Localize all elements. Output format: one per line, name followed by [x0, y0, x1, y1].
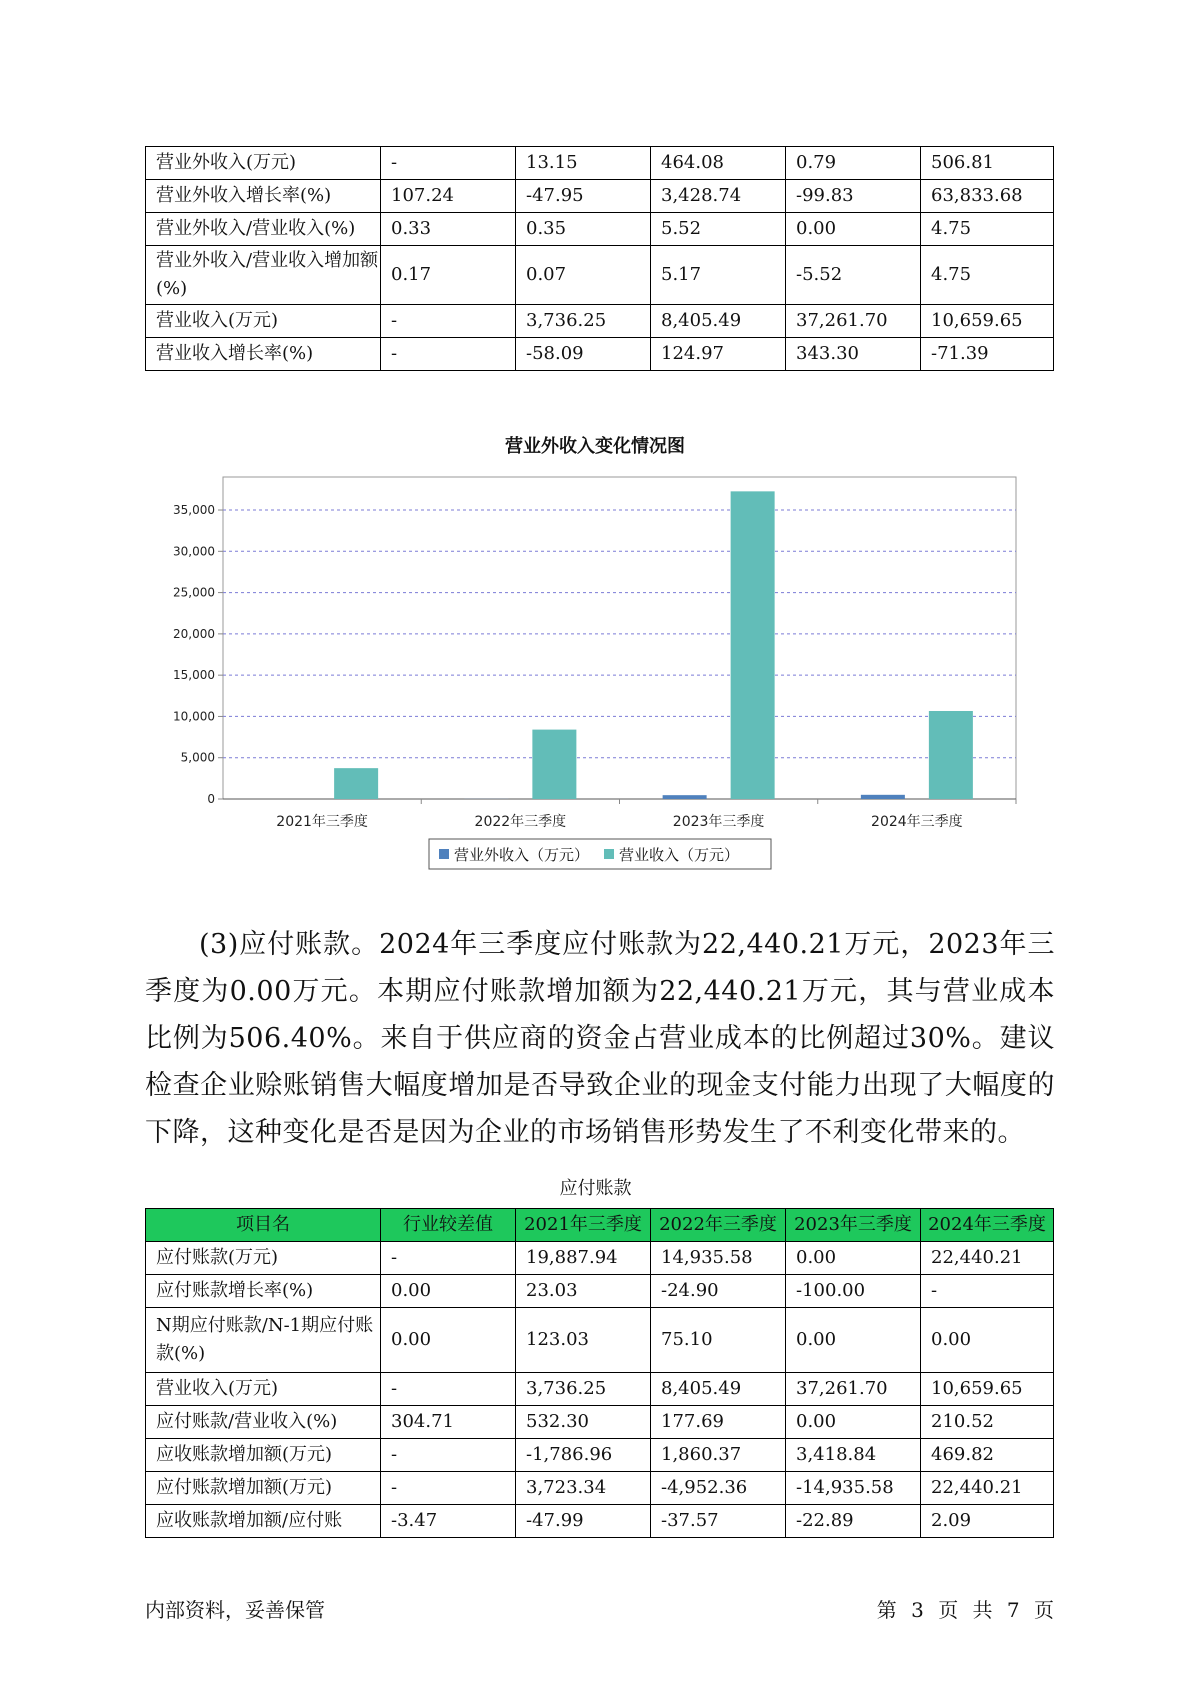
table-cell: -22.89 — [786, 1505, 921, 1538]
bar-non-operating-income — [861, 795, 905, 799]
column-header: 2023年三季度 — [786, 1209, 921, 1242]
table-cell: - — [921, 1275, 1054, 1308]
table-cell: 0.00 — [381, 1275, 516, 1308]
table-cell: 75.10 — [651, 1308, 786, 1373]
legend-label: 营业外收入（万元） — [454, 846, 590, 864]
table-cell: 532.30 — [516, 1406, 651, 1439]
table-cell: 343.30 — [786, 338, 921, 371]
income-bar-chart — [145, 432, 1045, 882]
table-cell: 3,723.34 — [516, 1472, 651, 1505]
bar-non-operating-income — [663, 795, 707, 799]
table-row — [146, 213, 1054, 246]
payables-analysis-paragraph: (3)应付账款。2024年三季度应付账款为22,440.21万元，2023年三季度为0.00万元。本期应付账款增加额为22,440.21万元，其与营业成本比例为506.40%。来自于供应商的资金占营业成本的比例超过30%。建议检查企业赊账销售大幅度增加是否导致企业的现金支付能力出现了大幅度的下降，这种变化是否是因为企业的市场销售形势发生了不利变化带来的。 — [145, 929, 1055, 1148]
table-cell: 14,935.58 — [651, 1242, 786, 1275]
table-cell: 营业外收入(万元) — [146, 147, 381, 180]
table-cell: 0.07 — [516, 246, 651, 305]
table-cell: 应付账款增加额(万元) — [146, 1472, 381, 1505]
table-cell: 应付账款增长率(%) — [146, 1275, 381, 1308]
table-cell: 23.03 — [516, 1275, 651, 1308]
table-cell: 2.09 — [921, 1505, 1054, 1538]
table-cell: 1,860.37 — [651, 1439, 786, 1472]
table-cell: 0.00 — [381, 1308, 516, 1373]
table-cell: 10,659.65 — [921, 1373, 1054, 1406]
table-cell: 4.75 — [921, 246, 1054, 305]
table-cell: 3,736.25 — [516, 305, 651, 338]
legend-swatch — [439, 849, 449, 859]
table-row — [146, 1439, 1054, 1472]
y-axis-ticks — [173, 503, 223, 806]
table-cell: -1,786.96 — [516, 1439, 651, 1472]
table-cell: -14,935.58 — [786, 1472, 921, 1505]
y-tick-label: 25,000 — [173, 585, 215, 600]
table-cell: 应付账款(万元) — [146, 1242, 381, 1275]
bar-operating-revenue — [731, 491, 775, 799]
table-cell: 营业收入(万元) — [146, 1373, 381, 1406]
table-cell: -4,952.36 — [651, 1472, 786, 1505]
table-cell: 63,833.68 — [921, 180, 1054, 213]
table-cell: -99.83 — [786, 180, 921, 213]
table-cell: 应收账款增加额/应付账 — [146, 1505, 381, 1538]
table-cell: 37,261.70 — [786, 305, 921, 338]
legend — [429, 839, 771, 869]
table-cell: -71.39 — [921, 338, 1054, 371]
x-tick-label: 2022年三季度 — [474, 814, 567, 830]
legend-label: 营业收入（万元） — [619, 846, 740, 864]
y-tick-label: 30,000 — [173, 544, 215, 559]
table-cell: 0.33 — [381, 213, 516, 246]
table-row — [146, 180, 1054, 213]
table-cell: -58.09 — [516, 338, 651, 371]
table-cell: N期应付账款/N-1期应付账款(%) — [146, 1308, 381, 1373]
table-cell: 22,440.21 — [921, 1472, 1054, 1505]
bar-operating-revenue — [532, 730, 576, 799]
table-row — [146, 1308, 1054, 1373]
table-cell: 464.08 — [651, 147, 786, 180]
table-header-row — [146, 1209, 1054, 1242]
column-header: 2024年三季度 — [921, 1209, 1054, 1242]
table-cell: 0.17 — [381, 246, 516, 305]
table-cell: 304.71 — [381, 1406, 516, 1439]
table-cell: 营业外收入/营业收入增加额(%) — [146, 246, 381, 305]
table-cell: 123.03 — [516, 1308, 651, 1373]
table-cell: -47.95 — [516, 180, 651, 213]
table-row — [146, 1505, 1054, 1538]
bar-operating-revenue — [334, 768, 378, 799]
table-row — [146, 1275, 1054, 1308]
table-cell: 0.79 — [786, 147, 921, 180]
column-header: 项目名 — [146, 1209, 381, 1242]
table-cell: 3,428.74 — [651, 180, 786, 213]
table-cell: 177.69 — [651, 1406, 786, 1439]
table-row — [146, 305, 1054, 338]
x-axis-ticks — [276, 799, 1016, 830]
footer-page-number: 第 3 页 共 7 页 — [876, 1598, 1054, 1622]
table-row — [146, 1242, 1054, 1275]
table-cell: 应付账款/营业收入(%) — [146, 1406, 381, 1439]
y-tick-label: 10,000 — [173, 709, 215, 724]
table-cell: -100.00 — [786, 1275, 921, 1308]
table-cell: - — [381, 1472, 516, 1505]
table-cell: - — [381, 305, 516, 338]
table-cell: 22,440.21 — [921, 1242, 1054, 1275]
table-row — [146, 246, 1054, 305]
chart-title: 营业外收入变化情况图 — [505, 436, 685, 457]
table-cell: 107.24 — [381, 180, 516, 213]
table-cell: -24.90 — [651, 1275, 786, 1308]
table-cell: 0.00 — [786, 1406, 921, 1439]
table-cell: 营业收入(万元) — [146, 305, 381, 338]
x-tick-label: 2021年三季度 — [276, 814, 368, 830]
table-cell: 应收账款增加额(万元) — [146, 1439, 381, 1472]
table-cell: 4.75 — [921, 213, 1054, 246]
table-cell: 37,261.70 — [786, 1373, 921, 1406]
table-cell: 469.82 — [921, 1439, 1054, 1472]
table-cell: 0.00 — [786, 1308, 921, 1373]
y-tick-label: 35,000 — [173, 503, 215, 518]
table-cell: -3.47 — [381, 1505, 516, 1538]
table-cell: 5.17 — [651, 246, 786, 305]
table-cell: 3,418.84 — [786, 1439, 921, 1472]
table-cell: 营业收入增长率(%) — [146, 338, 381, 371]
table-cell: 506.81 — [921, 147, 1054, 180]
table-cell: 0.00 — [786, 213, 921, 246]
table-cell: 124.97 — [651, 338, 786, 371]
y-tick-label: 20,000 — [173, 626, 215, 641]
table-cell: 3,736.25 — [516, 1373, 651, 1406]
column-header: 2021年三季度 — [516, 1209, 651, 1242]
table-cell: -47.99 — [516, 1505, 651, 1538]
table-cell: 8,405.49 — [651, 305, 786, 338]
table-cell: -37.57 — [651, 1505, 786, 1538]
table-cell: - — [381, 1439, 516, 1472]
table-cell: 5.52 — [651, 213, 786, 246]
y-tick-label: 15,000 — [173, 668, 215, 683]
table-row — [146, 1406, 1054, 1439]
column-header: 2022年三季度 — [651, 1209, 786, 1242]
table-row — [146, 1373, 1054, 1406]
table-cell: 10,659.65 — [921, 305, 1054, 338]
bar-operating-revenue — [929, 711, 973, 799]
y-tick-label: 5,000 — [180, 750, 215, 765]
income-table — [145, 146, 1054, 371]
y-tick-label: 0 — [207, 792, 215, 806]
table-cell: 8,405.49 — [651, 1373, 786, 1406]
table-cell: - — [381, 338, 516, 371]
legend-swatch — [604, 849, 614, 859]
plot-area — [223, 477, 1016, 799]
table-cell: 0.35 — [516, 213, 651, 246]
table-cell: - — [381, 1373, 516, 1406]
x-tick-label: 2024年三季度 — [871, 814, 963, 830]
table-cell: 13.15 — [516, 147, 651, 180]
table-row — [146, 338, 1054, 371]
column-header: 行业较差值 — [381, 1209, 516, 1242]
table-cell: 0.00 — [921, 1308, 1054, 1373]
payables-table — [145, 1208, 1054, 1538]
table-cell: - — [381, 1242, 516, 1275]
table-cell: 0.00 — [786, 1242, 921, 1275]
table-row — [146, 147, 1054, 180]
footer-confidential-note: 内部资料，妥善保管 — [145, 1598, 325, 1622]
table-cell: 19,887.94 — [516, 1242, 651, 1275]
x-tick-label: 2023年三季度 — [672, 814, 765, 830]
table-cell: 210.52 — [921, 1406, 1054, 1439]
table-row — [146, 1472, 1054, 1505]
table-cell: -5.52 — [786, 246, 921, 305]
table-caption: 应付账款 — [559, 1178, 632, 1199]
table-cell: 营业外收入增长率(%) — [146, 180, 381, 213]
table-cell: - — [381, 147, 516, 180]
table-cell: 营业外收入/营业收入(%) — [146, 213, 381, 246]
